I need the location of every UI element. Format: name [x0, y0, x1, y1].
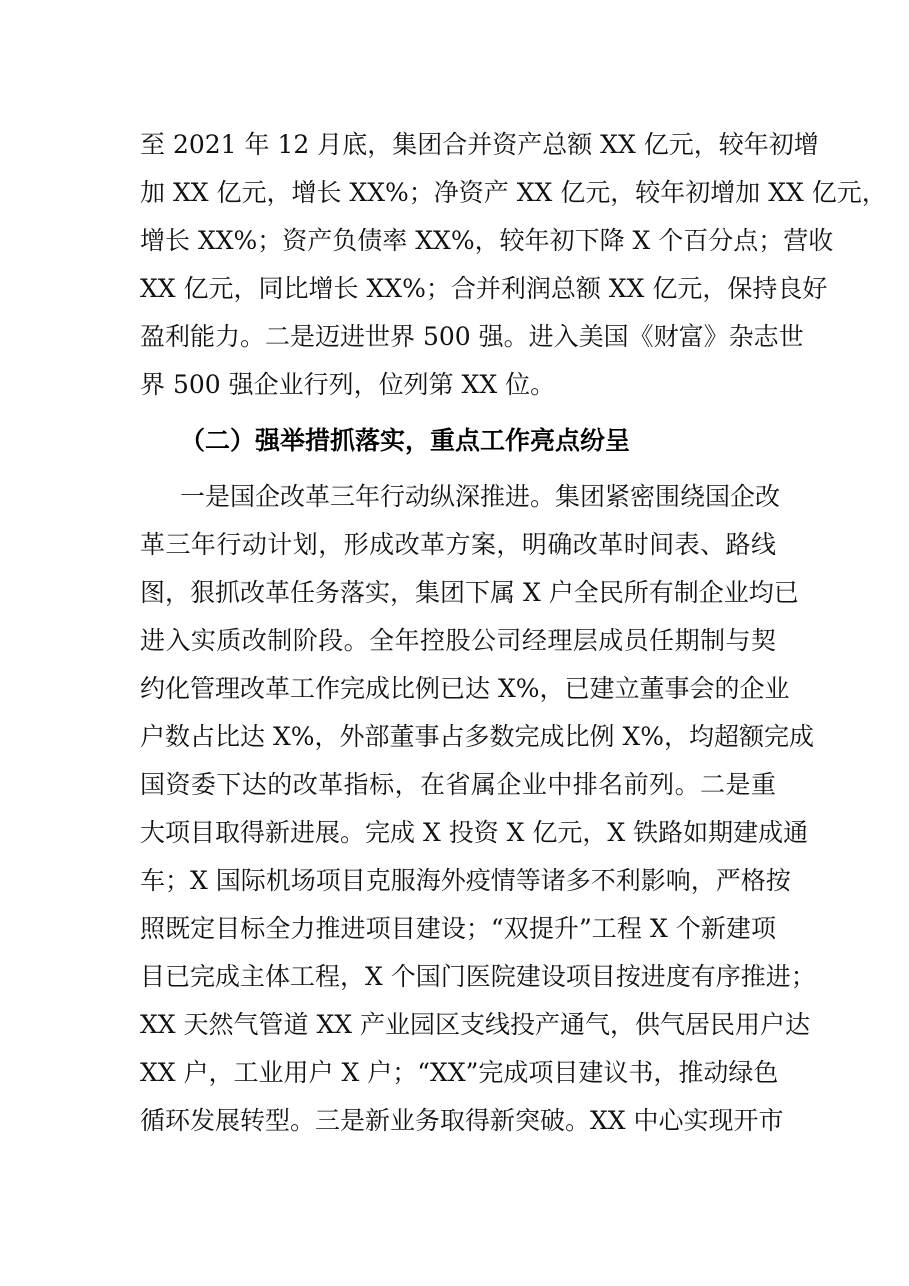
paragraph-2-line-3: 图，狠抓改革任务落实，集团下属 X 户全民所有制企业均已 — [140, 578, 799, 607]
paragraph-2-line-6: 户数占比达 X%，外部董事占多数完成比例 X%，均超额完成 — [140, 722, 815, 751]
paragraph-2-line-7: 国资委下达的改革指标，在省属企业中排名前列。二是重 — [140, 770, 776, 799]
section-heading: （二）强举措抓落实，重点工作亮点纷呈 — [180, 426, 631, 455]
paragraph-2-line-1: 一是国企改革三年行动纵深推进。集团紧密围绕国企改 — [180, 482, 781, 511]
paragraph-2-line-8: 大项目取得新进展。完成 X 投资 X 亿元，X 铁路如期建成通 — [140, 818, 809, 847]
paragraph-2-line-13: XX 户，工业用户 X 户；“XX”完成项目建议书，推动绿色 — [140, 1058, 779, 1087]
paragraph-1-line-2: 加 XX 亿元，增长 XX%；净资产 XX 亿元，较年初增加 XX 亿元， — [140, 178, 887, 207]
paragraph-2-line-2: 革三年行动计划，形成改革方案，明确改革时间表、路线 — [140, 530, 776, 559]
paragraph-2-line-11: 目已完成主体工程，X 个国门医院建设项目按进度有序推进； — [140, 962, 816, 991]
paragraph-2-line-14: 循环发展转型。三是新业务取得新突破。XX 中心实现开市 — [140, 1106, 784, 1135]
paragraph-1-line-5: 盈利能力。二是迈进世界 500 强。进入美国《财富》杂志世 — [140, 322, 804, 351]
paragraph-1-line-6: 界 500 强企业行列，位列第 XX 位。 — [140, 370, 556, 399]
paragraph-2-line-12: XX 天然气管道 XX 产业园区支线投产通气，供气居民用户达 — [140, 1010, 811, 1039]
paragraph-2-line-10: 照既定目标全力推进项目建设；“双提升”工程 X 个新建项 — [140, 914, 776, 943]
paragraph-1-line-4: XX 亿元，同比增长 XX%；合并利润总额 XX 亿元，保持良好 — [140, 274, 828, 303]
paragraph-1-line-1: 至 2021 年 12 月底，集团合并资产总额 XX 亿元，较年初增 — [140, 130, 819, 159]
paragraph-2-line-5: 约化管理改革工作完成比例已达 X%，已建立董事会的企业 — [140, 674, 790, 703]
paragraph-2-line-9: 车；X 国际机场项目克服海外疫情等诸多不利影响，严格按 — [140, 866, 791, 895]
paragraph-2-line-4: 进入实质改制阶段。全年控股公司经理层成员任期制与契 — [140, 626, 776, 655]
paragraph-1-line-3: 增长 XX%；资产负债率 XX%，较年初下降 X 个百分点；营收 — [140, 226, 834, 255]
